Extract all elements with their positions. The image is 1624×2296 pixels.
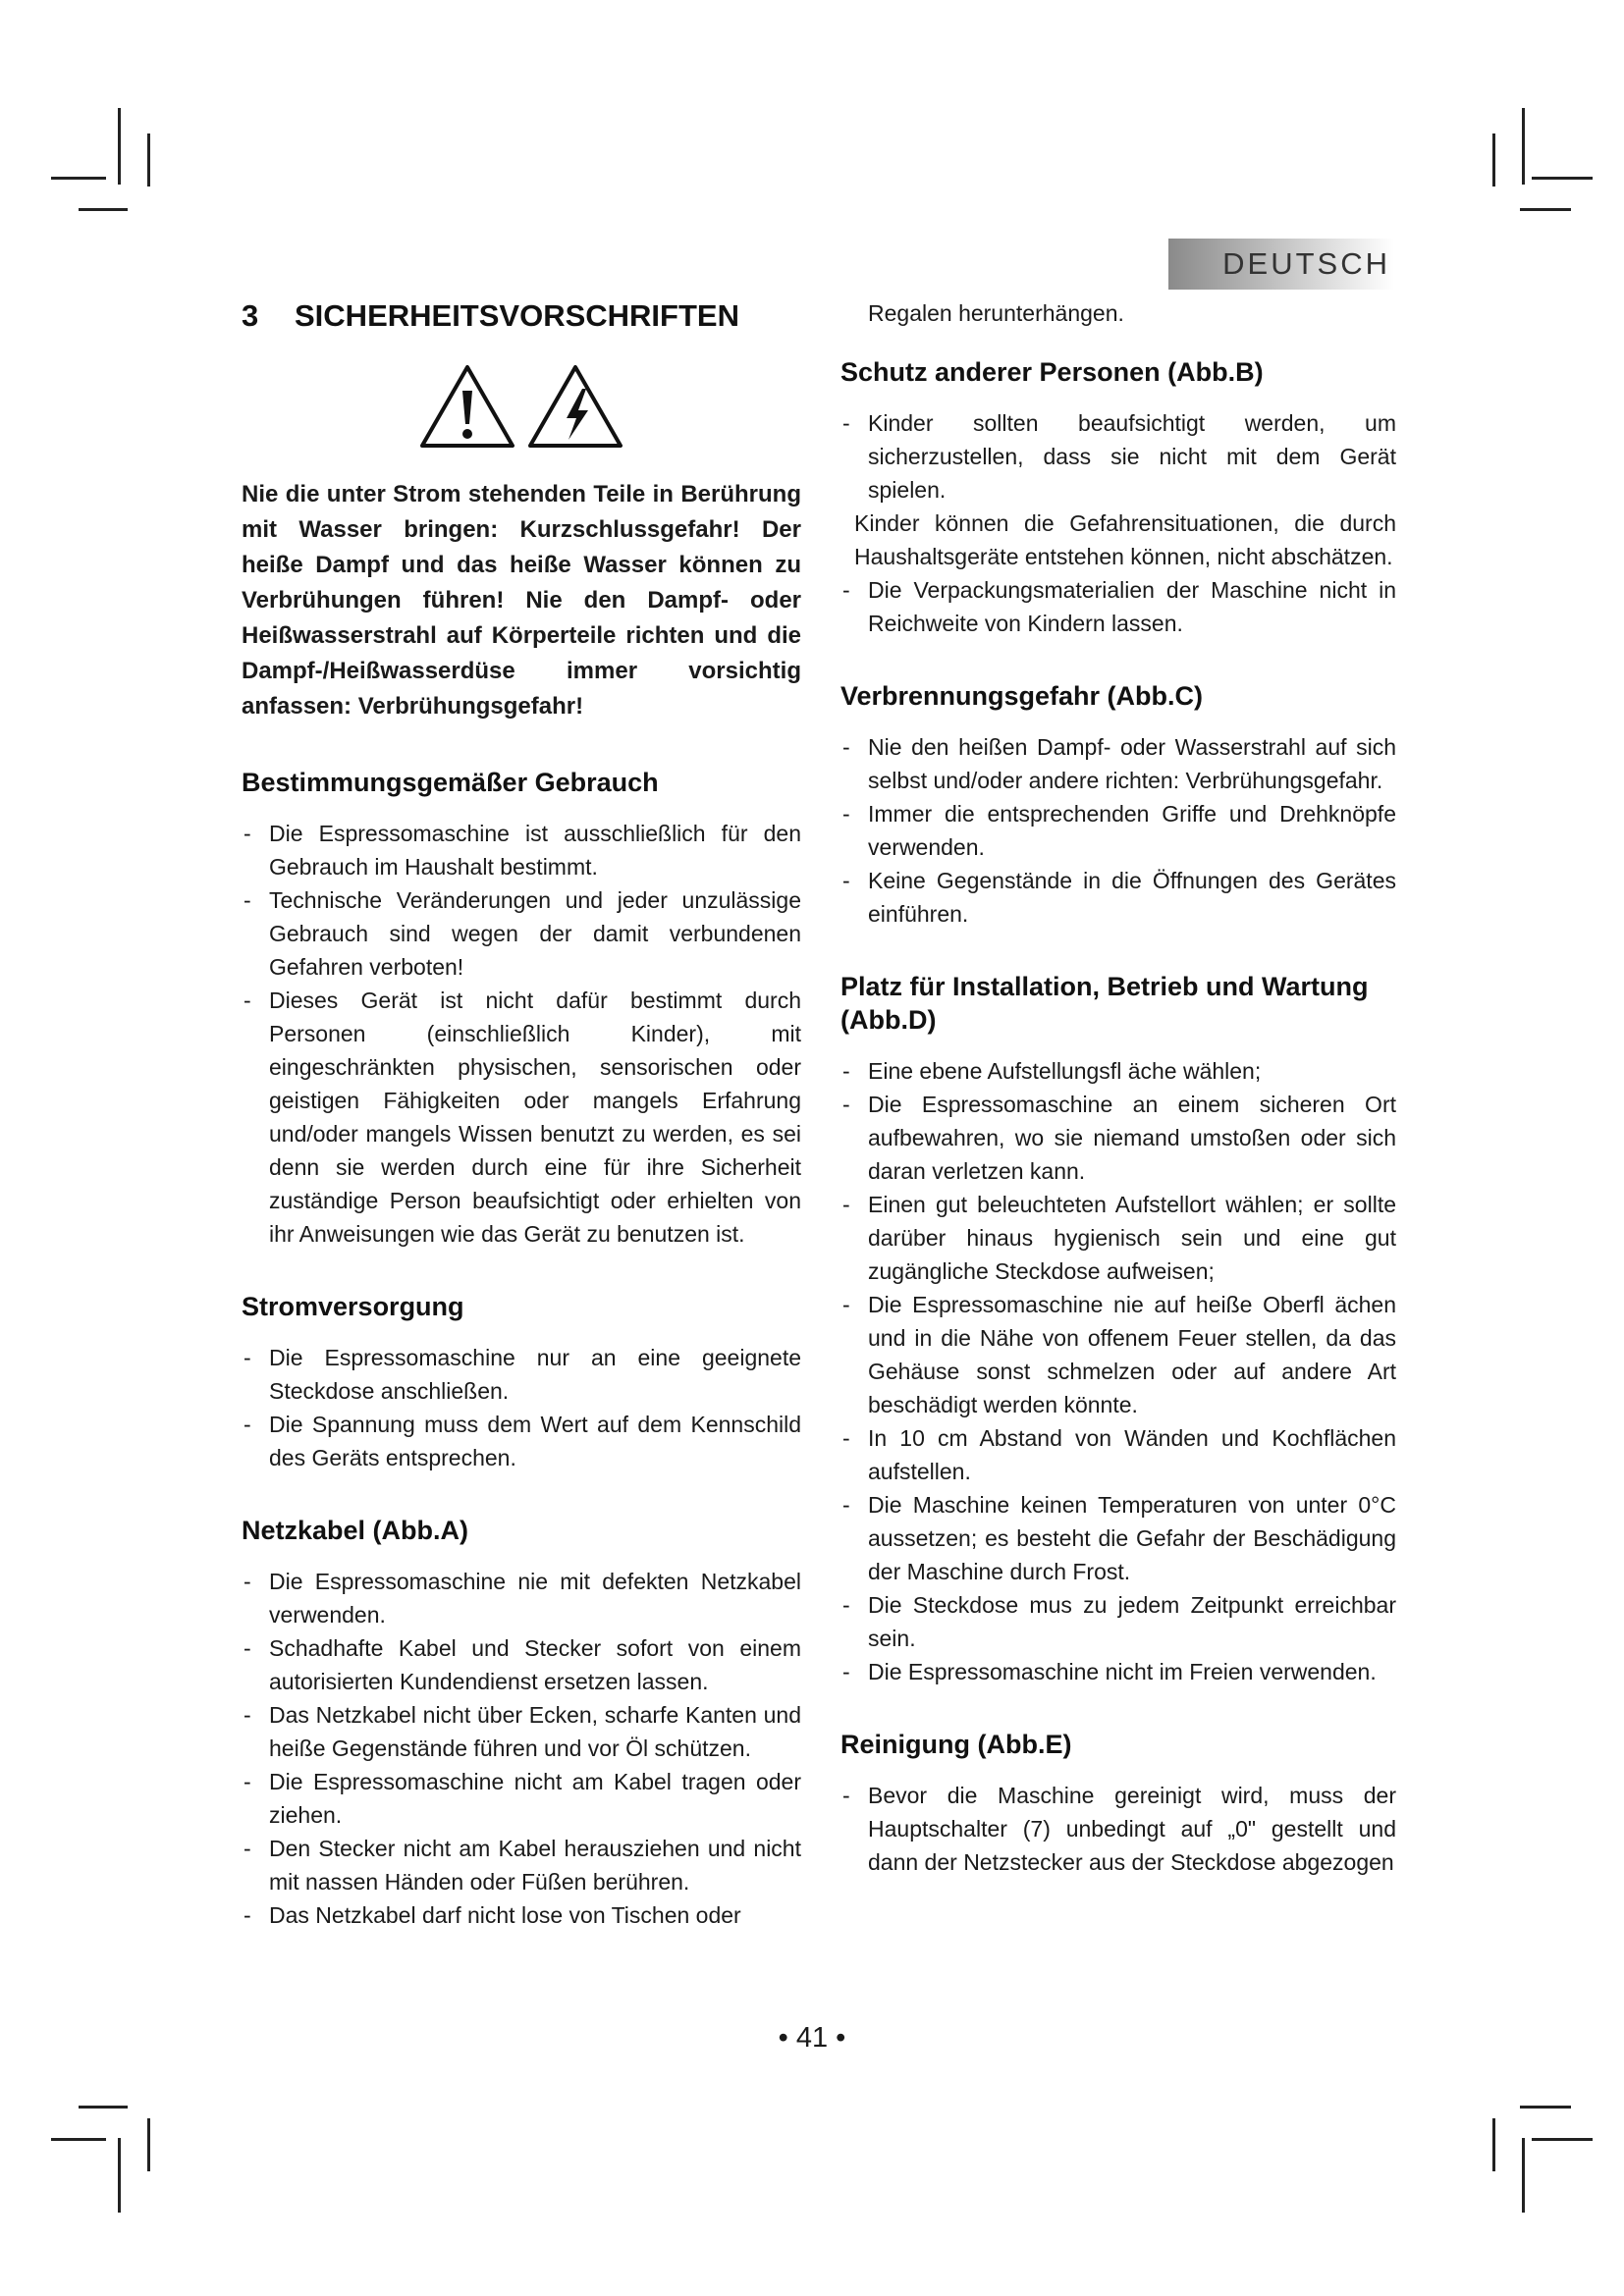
list-intended-use [242,817,801,1251]
list-item: - Die Espressomaschine nicht am Kabel tragen oder ziehen. [242,1765,801,1832]
list-item: - Die Spannung muss dem Wert auf dem Kennschild des Geräts entsprechen. [242,1408,801,1474]
list-installation-location [840,1054,1396,1688]
list-item: - Die Steckdose mus zu jedem Zeitpunkt erreichbar sein. [840,1588,1396,1655]
heading-installation-location: Platz für Installation, Betrieb und Wartung (Abb.D) [840,972,1369,1035]
list-item: - Die Espressomaschine an einem sicheren Ort aufbewahren, wo sie niemand umstoßen oder sich daran verletzen kann. [840,1088,1396,1188]
list-item: - Nie den heißen Dampf- oder Wasserstrahl auf sich selbst und/oder andere richten: Verbrühungsgefahr. [840,730,1396,797]
list-item: - Eine ebene Aufstellungsfl äche wählen; [840,1054,1396,1088]
list-item: - Einen gut beleuchteten Aufstellort wählen; er sollte darüber hinaus hygienisch sein und eine gut zugängliche Steckdose aufweisen; [840,1188,1396,1288]
list-item: - Bevor die Maschine gereinigt wird, muss der Hauptschalter (7) unbedingt auf „0" gestellt und dann der Netzstecker aus der Steckdose abgezogen [840,1779,1396,1879]
children-paragraph: Kinder können die Gefahrensituationen, die durch Haushaltsgeräte entstehen können, nicht abschätzen. [854,510,1396,569]
list-power-cable [242,1565,801,1932]
list-item: - Kinder sollten beaufsichtigt werden, um sicherzustellen, dass sie nicht mit dem Gerät spielen. [840,406,1396,507]
right-column [840,296,1396,1918]
exclamation-warning-icon [419,363,515,450]
list-item: - Technische Veränderungen und jeder unzulässige Gebrauch sind wegen der damit verbundenen Gefahren verboten! [242,883,801,984]
list-item: - Keine Gegenstände in die Öffnungen des Gerätes einführen. [840,864,1396,931]
list-burn-hazard [840,730,1396,931]
heading-power-supply: Stromversorgung [242,1292,464,1321]
heading-power-cable: Netzkabel (Abb.A) [242,1516,469,1545]
list-item: - Die Espressomaschine nur an eine geeignete Steckdose anschließen. [242,1341,801,1408]
language-label: DEUTSCH [1222,246,1390,281]
high-voltage-warning-icon [527,363,623,450]
list-protect-others-2 [840,573,1396,640]
heading-protect-others: Schutz anderer Personen (Abb.B) [840,357,1264,387]
list-item: - Die Espressomaschine nicht im Freien verwenden. [840,1655,1396,1688]
list-item: - Das Netzkabel nicht über Ecken, scharfe Kanten und heiße Gegenstände führen und vor Öl schützen. [242,1698,801,1765]
list-protect-others [840,406,1396,507]
list-power-supply [242,1341,801,1474]
section-number: 3 [242,298,259,333]
language-tab [1168,239,1394,290]
list-item: - In 10 cm Abstand von Wänden und Kochflächen aufstellen. [840,1421,1396,1488]
warning-icons [242,363,801,450]
list-cleaning [840,1779,1396,1879]
warning-paragraph: Nie die unter Strom stehenden Teile in Berührung mit Wasser bringen: Kurzschlussgefahr! Der heiße Dampf und das heiße Wasser können zu Verbrühungen führen! Nie den Dampf- oder Heißwasserstrahl auf Körperteile richten und die Dampf-/Heißwasserdüse immer vorsichtig anfassen: Verbrühungsgefahr! [242,481,801,720]
list-item: - Die Espressomaschine nie mit defekten Netzkabel verwenden. [242,1565,801,1631]
continued-text: Regalen herunterhängen. [868,300,1124,326]
list-item: - Schadhafte Kabel und Stecker sofort von einem autorisierten Kundendienst ersetzen lassen. [242,1631,801,1698]
heading-intended-use: Bestimmungsgemäßer Gebrauch [242,768,659,797]
list-item: - Immer die entsprechenden Griffe und Drehknöpfe verwenden. [840,797,1396,864]
list-item: - Die Espressomaschine nie auf heiße Oberfl ächen und in die Nähe von offenem Feuer stellen, da das Gehäuse sonst schmelzen oder auf andere Art beschädigt werden könnte. [840,1288,1396,1421]
left-column [242,294,801,1971]
page-number: • 41 • [778,2022,846,2054]
heading-burn-hazard: Verbrennungsgefahr (Abb.C) [840,681,1204,711]
list-item: - Die Espressomaschine ist ausschließlich für den Gebrauch im Haushalt bestimmt. [242,817,801,883]
section-title-text: SICHERHEITSVORSCHRIFTEN [295,298,739,333]
list-item: - Dieses Gerät ist nicht dafür bestimmt durch Personen (einschließlich Kinder), mit eingeschränkten physischen, sensorischen oder geistigen Fähigkeiten oder mangels Erfahrung und/oder mangels Wissen benutzt zu werden, es sei denn sie werden durch eine für ihre Sicherheit zuständige Person beaufsichtigt oder erhielten von ihr Anweisungen wie das Gerät zu benutzen ist. [242,984,801,1251]
list-item: - Die Maschine keinen Temperaturen von unter 0°C aussetzen; es besteht die Gefahr der Beschädigung der Maschine durch Frost. [840,1488,1396,1588]
heading-cleaning: Reinigung (Abb.E) [840,1730,1072,1759]
list-item: - Die Verpackungsmaterialien der Maschine nicht in Reichweite von Kindern lassen. [840,573,1396,640]
list-item: - Das Netzkabel darf nicht lose von Tischen oder [242,1898,801,1932]
list-item: - Den Stecker nicht am Kabel herausziehen und nicht mit nassen Händen oder Füßen berühren. [242,1832,801,1898]
section-title [242,298,801,334]
